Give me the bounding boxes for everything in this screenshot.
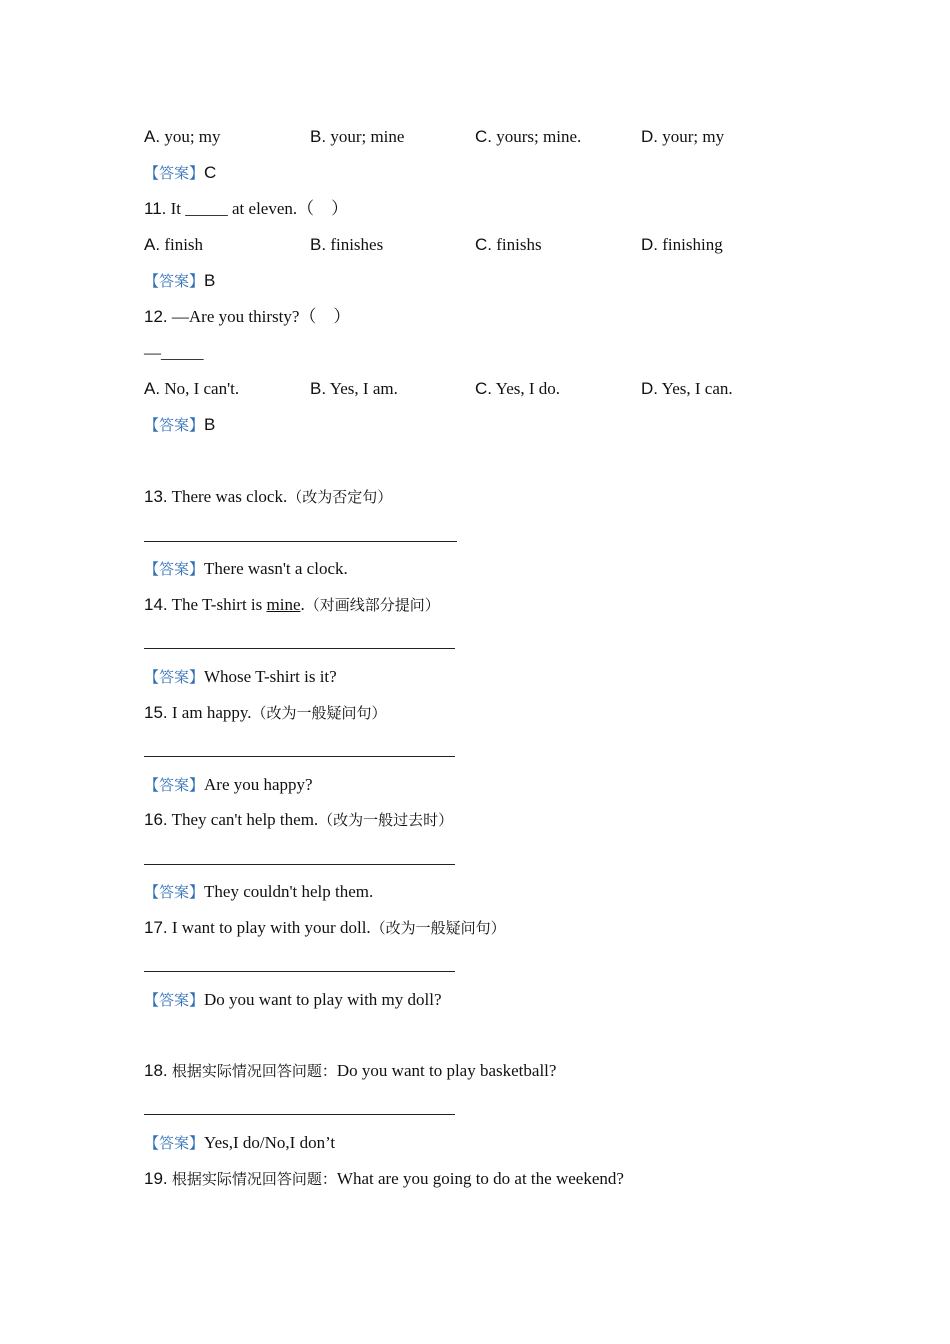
answer-tag: 【答案】 (144, 991, 205, 1009)
q10-option-a (144, 126, 221, 148)
question-number: 13. (144, 487, 168, 506)
q12-option-c (475, 378, 560, 400)
question-instruction: （对画线部分提问） (304, 596, 440, 614)
option-label: B. (310, 235, 327, 254)
q11-answer (144, 270, 215, 292)
option-text: finish (164, 235, 204, 254)
question-number: 19. (144, 1169, 168, 1188)
q10-option-c (475, 126, 581, 148)
option-text: finishes (330, 235, 384, 254)
question-15 (144, 702, 387, 724)
answer-value: Whose T-shirt is it? (204, 667, 337, 686)
option-text: your; mine (330, 127, 405, 146)
question-instruction: （改为一般过去时） (318, 811, 454, 829)
question-17 (144, 917, 506, 939)
option-label: A. (144, 379, 161, 398)
answer-value: B (204, 415, 216, 434)
option-text: yours; mine. (496, 127, 582, 146)
q13-answer (144, 558, 348, 580)
q11-option-a (144, 234, 203, 256)
answer-value: Yes,I do/No,I don’t (204, 1133, 336, 1152)
q10-option-b (310, 126, 404, 148)
question-16 (144, 809, 453, 831)
answer-tag: 【答案】 (144, 272, 205, 290)
q10-answer (144, 162, 216, 184)
question-instruction: （改为一般疑问句） (251, 704, 387, 722)
question-text: I am happy. (171, 703, 252, 722)
option-text: No, I can't. (164, 379, 240, 398)
answer-value: C (204, 163, 217, 182)
answer-blank-line[interactable] (144, 1114, 455, 1115)
answer-tag: 【答案】 (144, 883, 205, 901)
option-label: D. (641, 127, 658, 146)
answer-blank-line[interactable] (144, 971, 455, 972)
question-14 (144, 594, 440, 616)
question-number: 15. (144, 703, 168, 722)
q14-answer (144, 666, 337, 688)
answer-value: They couldn't help them. (204, 882, 374, 901)
option-text: finishs (496, 235, 542, 254)
question-12 (144, 306, 350, 328)
option-label: A. (144, 235, 161, 254)
answer-blank-line[interactable] (144, 864, 455, 865)
answer-blank-line[interactable] (144, 756, 455, 757)
answer-value: There wasn't a clock. (204, 559, 348, 578)
question-text: There was clock. (171, 487, 288, 506)
question-19 (144, 1168, 624, 1190)
option-label: C. (475, 235, 492, 254)
question-text: What are you going to do at the weekend? (336, 1169, 624, 1188)
option-label: B. (310, 379, 327, 398)
question-18 (144, 1060, 556, 1082)
question-text: They can't help them. (171, 810, 319, 829)
option-text: Yes, I can. (661, 379, 733, 398)
option-text: Yes, I am. (329, 379, 398, 398)
q12-answer (144, 414, 215, 436)
question-13 (144, 486, 392, 508)
question-instruction: 根据实际情况回答问题： (171, 1170, 337, 1188)
option-label: A. (144, 127, 161, 146)
answer-tag: 【答案】 (144, 1134, 205, 1152)
q11-option-c (475, 234, 542, 256)
question-number: 11. (144, 199, 167, 218)
question-text-end: . (300, 595, 305, 614)
answer-blank-line[interactable] (144, 648, 455, 649)
q15-answer (144, 774, 313, 796)
option-label: D. (641, 235, 658, 254)
answer-blank-line[interactable] (144, 541, 457, 542)
answer-value: B (204, 271, 216, 290)
option-label: C. (475, 127, 492, 146)
option-text: finishing (662, 235, 723, 254)
answer-tag: 【答案】 (144, 776, 205, 794)
question-number: 18. (144, 1061, 168, 1080)
answer-tag: 【答案】 (144, 416, 205, 434)
answer-value: Do you want to play with my doll? (204, 990, 442, 1009)
q12-option-a (144, 378, 239, 400)
q11-option-d (641, 234, 723, 256)
question-11 (144, 198, 348, 220)
answer-tag: 【答案】 (144, 668, 205, 686)
q12-option-b (310, 378, 398, 400)
q11-option-b (310, 234, 383, 256)
q16-answer (144, 881, 373, 903)
option-label: B. (310, 127, 327, 146)
option-label: C. (475, 379, 492, 398)
question-text: I want to play with your doll. (171, 918, 371, 937)
question-text: —Are you thirsty?（ ） (171, 307, 351, 326)
option-text: Yes, I do. (495, 379, 561, 398)
question-text: The T-shirt is (171, 595, 267, 614)
question-text: It _____ at eleven.（ ） (170, 199, 349, 218)
option-label: D. (641, 379, 658, 398)
question-number: 12. (144, 307, 168, 326)
option-text: your; my (662, 127, 725, 146)
question-number: 17. (144, 918, 168, 937)
q12-reply-blank: —_____ (144, 343, 204, 362)
question-instruction: （改为否定句） (287, 488, 393, 506)
q18-answer (144, 1132, 335, 1154)
question-instruction: （改为一般疑问句） (370, 919, 506, 937)
question-instruction: 根据实际情况回答问题： (171, 1062, 337, 1080)
question-number: 14. (144, 595, 168, 614)
answer-value: Are you happy? (204, 775, 313, 794)
answer-tag: 【答案】 (144, 560, 205, 578)
underlined-word: mine (266, 595, 301, 614)
question-text: Do you want to play basketball? (336, 1061, 557, 1080)
answer-tag: 【答案】 (144, 164, 205, 182)
q17-answer (144, 989, 442, 1011)
q10-option-d (641, 126, 724, 148)
question-number: 16. (144, 810, 168, 829)
option-text: you; my (164, 127, 221, 146)
q12-option-d (641, 378, 733, 400)
